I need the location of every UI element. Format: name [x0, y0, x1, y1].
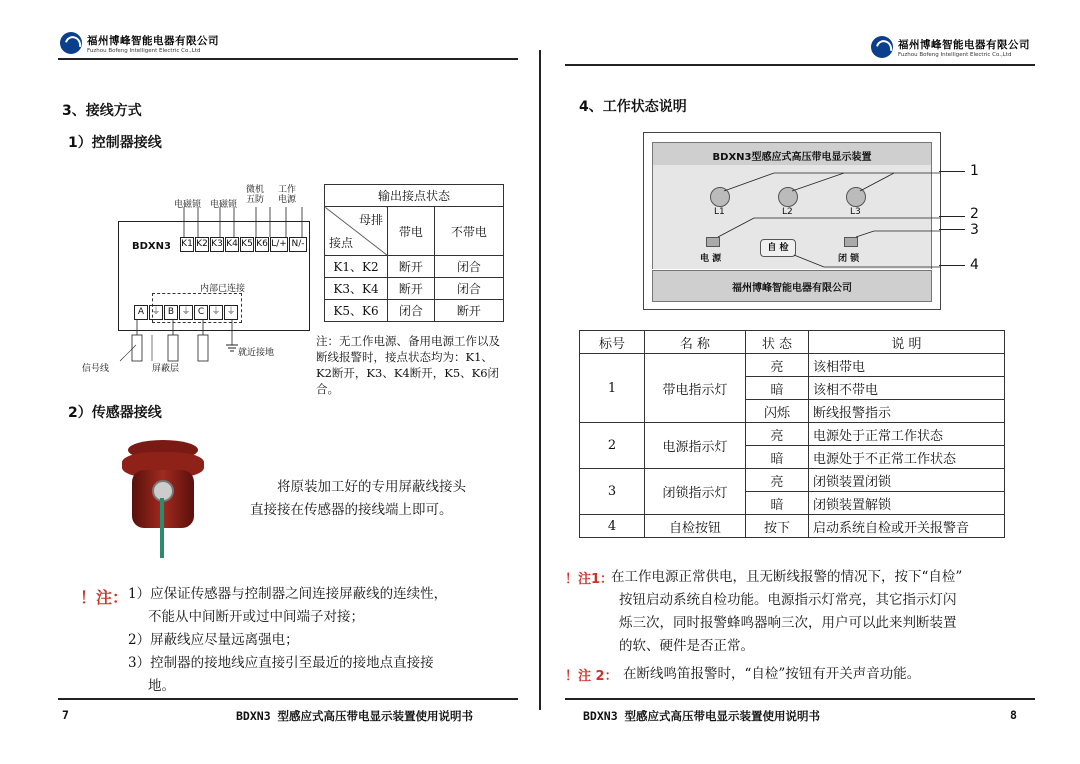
contact-table-title: 输出接点状态	[325, 185, 504, 207]
cell-name: 电源指示灯	[645, 423, 746, 469]
table-row	[580, 423, 1005, 446]
cell: 闭合	[434, 278, 503, 300]
section-heading: 3、接线方式	[62, 103, 142, 119]
page-number-left: 7	[62, 708, 69, 722]
shield-layer-label: 屏蔽层	[152, 364, 180, 374]
ground-terminal-3: ⏚	[209, 305, 223, 320]
cell-desc: 闭锁装置解锁	[809, 492, 1005, 515]
header-no: 标号	[580, 331, 645, 354]
cell-name: 闭锁指示灯	[645, 469, 746, 515]
cell-desc: 电源处于正常工作状态	[809, 423, 1005, 446]
inner-connected-label: 内部已连接	[200, 284, 246, 294]
callout-line-ext	[939, 171, 965, 172]
header-name: 名 称	[645, 331, 746, 354]
company-logo	[871, 36, 1030, 58]
sensor-photo	[118, 440, 208, 560]
terminal-l: L/+	[270, 237, 288, 252]
diag-top-label: 母排	[358, 213, 383, 227]
note-line-2: 不能从中间断开或过中间端子对接；	[148, 609, 364, 625]
cell-no: 2	[580, 423, 645, 469]
table-row	[325, 278, 504, 300]
page-divider	[539, 50, 541, 710]
callout-4: 4	[970, 257, 979, 273]
terminal-k1: K1	[180, 237, 194, 252]
device-model-label: BDXN3	[132, 241, 171, 252]
cell-desc: 闭锁装置闭锁	[809, 469, 1005, 492]
ground-terminal-4: ⏚	[224, 305, 238, 320]
cell-desc: 电源处于不正常工作状态	[809, 446, 1005, 469]
footer-rule	[565, 698, 1035, 700]
footer-rule	[58, 698, 518, 700]
lamp-l1-label: L1	[714, 207, 725, 217]
callout-2: 2	[970, 206, 979, 222]
note1-label: ！注1：	[565, 572, 614, 587]
note1-line-3: 烁三次，同时报警蜂鸣器响三次，用户可以此来判断装置	[619, 615, 957, 631]
cell-no: 3	[580, 469, 645, 515]
label-power: 工作 电源	[278, 185, 297, 205]
nearby-ground-label: 就近接地	[238, 348, 275, 358]
table-row	[325, 300, 504, 322]
note1-line-2: 按钮启动系统自检功能。电源指示灯常亮，其它指示灯闪	[619, 592, 957, 608]
cell-desc: 该相不带电	[809, 377, 1005, 400]
wiring-lines	[80, 185, 315, 385]
company-logo	[60, 32, 219, 54]
table-row	[580, 515, 1005, 538]
table-row	[580, 354, 1005, 377]
cell-state: 按下	[746, 515, 809, 538]
cell: 断开	[388, 256, 435, 278]
footer-title-left: BDXN3 型感应式高压带电显示装置使用说明书	[236, 709, 474, 723]
cell-state: 暗	[746, 377, 809, 400]
note1-line-1: 在工作电源正常供电，且无断线报警的情况下，按下“自检”	[611, 569, 963, 585]
note-line-1: 1）应保证传感器与控制器之间连接屏蔽线的连续性，	[128, 586, 448, 602]
lock-label: 闭 锁	[838, 254, 860, 264]
cell-desc: 该相带电	[809, 354, 1005, 377]
cell-state: 暗	[746, 492, 809, 515]
page-number-right: 8	[1010, 708, 1017, 722]
callout-lines	[644, 133, 940, 309]
terminal-k6: K6	[255, 237, 269, 252]
signal-wire-label: 信号线	[82, 364, 110, 374]
cell: 闭合	[388, 300, 435, 322]
selftest-button[interactable]: 自 检	[760, 239, 796, 257]
cell: 闭合	[434, 256, 503, 278]
cell-state: 亮	[746, 354, 809, 377]
header-desc: 说 明	[809, 331, 1005, 354]
ground-terminal-2: ⏚	[179, 305, 193, 320]
panel-title: BDXN3型感应式高压带电显示装置	[712, 152, 872, 163]
cell-name: 带电指示灯	[645, 354, 746, 423]
panel-footer-text: 福州博峰智能电器有限公司	[732, 283, 852, 294]
company-logo-icon	[60, 32, 82, 54]
lamp-l3-label: L3	[850, 207, 861, 217]
right-page	[545, 0, 1080, 764]
cell-state: 闪烁	[746, 400, 809, 423]
cell-desc: 启动系统自检或开关报警音	[809, 515, 1005, 538]
note-line-4: 3）控制器的接地线应直接引至最近的接地点直接接	[128, 655, 434, 671]
note-line-3: 2）屏蔽线应尽量远离强电；	[128, 632, 299, 648]
note1-line-4: 的软、硬件是否正常。	[619, 638, 754, 654]
label-interlock: 微机 五防	[246, 185, 265, 205]
terminal-c: C	[194, 305, 208, 320]
footer-title-right: BDXN3 型感应式高压带电显示装置使用说明书	[583, 709, 821, 723]
terminal-b: B	[164, 305, 178, 320]
cell: 断开	[388, 278, 435, 300]
terminal-a: A	[134, 305, 148, 320]
callout-1: 1	[970, 163, 979, 179]
cell-state: 亮	[746, 469, 809, 492]
terminal-k3: K3	[210, 237, 224, 252]
terminal-k4: K4	[225, 237, 239, 252]
cell: K5、K6	[325, 300, 388, 322]
lamp-l2-label: L2	[782, 207, 793, 217]
col-live: 带电	[388, 207, 435, 256]
sensor-instruction: 将原装加工好的专用屏蔽线接头直接接在传感器的接线端上即可。	[250, 479, 466, 518]
callout-3: 3	[970, 222, 979, 238]
left-page	[0, 0, 535, 764]
company-name-en: Fuzhou Bofeng Intelligent Electric Co.,Ltd	[87, 47, 201, 54]
company-logo-icon	[871, 36, 893, 58]
terminal-k2: K2	[195, 237, 209, 252]
contact-table-diagonal-header	[325, 207, 388, 256]
note2-label: ！注 2：	[565, 669, 618, 684]
cell: K3、K4	[325, 278, 388, 300]
company-name-en: Fuzhou Bofeng Intelligent Electric Co.,Ltd	[898, 51, 1012, 58]
table-row	[580, 469, 1005, 492]
diag-bottom-label: 接点	[329, 236, 354, 250]
header-rule	[565, 64, 1035, 66]
cell-desc: 断线报警指示	[809, 400, 1005, 423]
note2-text: 在断线鸣笛报警时，“自检”按钮有开关声音功能。	[623, 666, 921, 682]
contact-note: 注：无工作电源、备用电源工作以及断线报警时，接点状态均为：K1、K2断开，K3、K4断开，K5、K6闭合。	[316, 334, 500, 396]
section-heading: 4、工作状态说明	[579, 99, 687, 115]
ground-terminal-1: ⏚	[149, 305, 163, 320]
col-dead: 不带电	[434, 207, 503, 256]
subheading-sensor: 2）传感器接线	[68, 405, 162, 421]
callout-line-ext	[939, 216, 965, 217]
cell: K1、K2	[325, 256, 388, 278]
company-name-cn: 福州博峰智能电器有限公司	[898, 38, 1030, 51]
contact-state-table	[324, 184, 504, 322]
table-row	[325, 256, 504, 278]
header-rule	[58, 58, 518, 60]
power-label: 电 源	[700, 254, 722, 264]
status-table	[579, 330, 1005, 538]
subheading-controller: 1）控制器接线	[68, 135, 162, 151]
cell-state: 亮	[746, 423, 809, 446]
company-name-cn: 福州博峰智能电器有限公司	[87, 34, 219, 47]
cell-name: 自检按钮	[645, 515, 746, 538]
terminal-k5: K5	[240, 237, 254, 252]
note-label: ！注：	[80, 588, 129, 607]
cell-state: 暗	[746, 446, 809, 469]
label-lock2: 电磁锁	[210, 200, 238, 210]
controller-wiring-diagram	[80, 185, 315, 385]
cell-no: 4	[580, 515, 645, 538]
cell: 断开	[434, 300, 503, 322]
terminal-n: N/-	[289, 237, 307, 252]
device-panel-diagram	[643, 132, 941, 310]
header-state: 状 态	[746, 331, 809, 354]
note-line-5: 地。	[148, 678, 175, 694]
label-lock1: 电磁锁	[174, 200, 202, 210]
callout-line-ext	[939, 229, 965, 230]
callout-line-ext	[939, 265, 965, 266]
cell-no: 1	[580, 354, 645, 423]
